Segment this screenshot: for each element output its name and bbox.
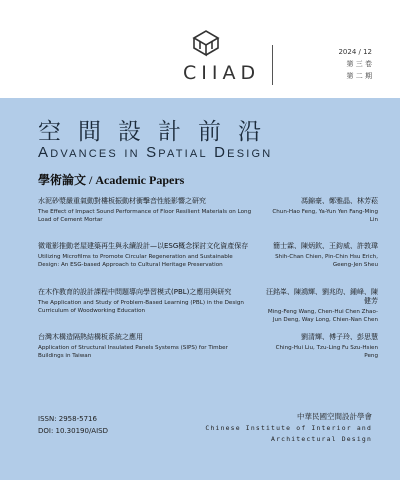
article-title-zh: 台灣木構造隔熱結構板系統之應用	[38, 333, 143, 341]
article-title-en: The Application and Study of Problem-Based Learning (PBL) in the Design Curriculum of Woodworking Education	[38, 300, 244, 314]
ciiad-logo-icon	[190, 26, 222, 58]
authors-en: Ching-Hui Liu, Tzu-Ling Fu Szu-Hsien Peng	[275, 345, 378, 359]
authors-en: Ming-Feng Wang, Chen-Hui Chen Zhao-Jun Deng, Way Long, Chien-Nan Chen	[267, 309, 378, 323]
logo-text: CIIAD	[183, 62, 261, 84]
issue-date: 2024 / 12	[338, 48, 372, 56]
identifiers	[38, 413, 108, 437]
article-authors	[263, 288, 378, 324]
authors-zh: 汪銘峯、陳鴻輝、劉兆昀、鍾峰、陳健芳	[266, 288, 378, 305]
publisher-name-en-line2: Architectural Design	[271, 435, 372, 443]
publisher-name-zh: 中華民國空間設計學會	[297, 412, 372, 421]
article-entry	[38, 197, 378, 224]
article-authors	[263, 333, 378, 360]
cover-header	[0, 0, 400, 98]
article-entry	[38, 242, 378, 269]
article-title-zh: 水泥砂漿嚴重氣動對樓板振動材衝擊音性能影響之研究	[38, 197, 206, 205]
authors-en: Shih-Chan Chien, Pin-Chin Hsu Erich, Geeng-Jen Sheu	[275, 254, 378, 268]
section-title: 學術論文 / Academic Papers	[38, 173, 185, 187]
article-authors	[263, 197, 378, 224]
journal-title-en: Advances in Spatial Design	[38, 144, 273, 161]
authors-zh: 簡士霖、陳炳欽、王鈞威、許敦瑋	[273, 242, 378, 250]
article-title-en: Application of Structural Insulated Panels Systems (SIPS) for Timber Buildings in Taiwan	[38, 345, 228, 359]
issue-number: 第 二 期	[346, 72, 372, 80]
issue-volume: 第 三 卷	[346, 60, 372, 68]
authors-zh: 馮錦豪、鄭雅晶、林芳菘	[301, 197, 378, 205]
article-entry	[38, 288, 378, 323]
issue-info	[338, 46, 372, 82]
article-authors	[263, 242, 378, 269]
article-title-zh: 微電影推動老屋建築再生與永續設計—以ESG概念探討文化資產保存	[38, 242, 249, 250]
publisher-name-en-line1: Chinese Institute of Interior and	[205, 424, 372, 432]
authors-zh: 劉清輝、傅子玲、彭思慧	[301, 333, 378, 341]
header-divider	[272, 45, 273, 85]
doi-number: DOI: 10.30190/AISD	[38, 427, 108, 435]
article-title-zh: 在木作教育的設計課程中問題導向學習模式(PBL)之應用與研究	[38, 288, 232, 296]
article-title-en: Utilizing Microfilms to Promote Circular Regeneration and Sustainable Design: An ESG-based Approach to Cultural Heritage Preservation	[38, 254, 233, 268]
authors-en: Chun-Hao Feng, Ya-Yun Yen Fang-Ming Lin	[272, 209, 378, 223]
article-entry	[38, 333, 378, 360]
journal-title-zh: 空間設計前沿	[38, 119, 278, 145]
issn-number: ISSN: 2958-5716	[38, 415, 97, 423]
publisher	[205, 411, 372, 444]
article-title-en: The Effect of Impact Sound Performance of Floor Resilient Materials on Long Load of Cement Mortar	[38, 209, 252, 223]
